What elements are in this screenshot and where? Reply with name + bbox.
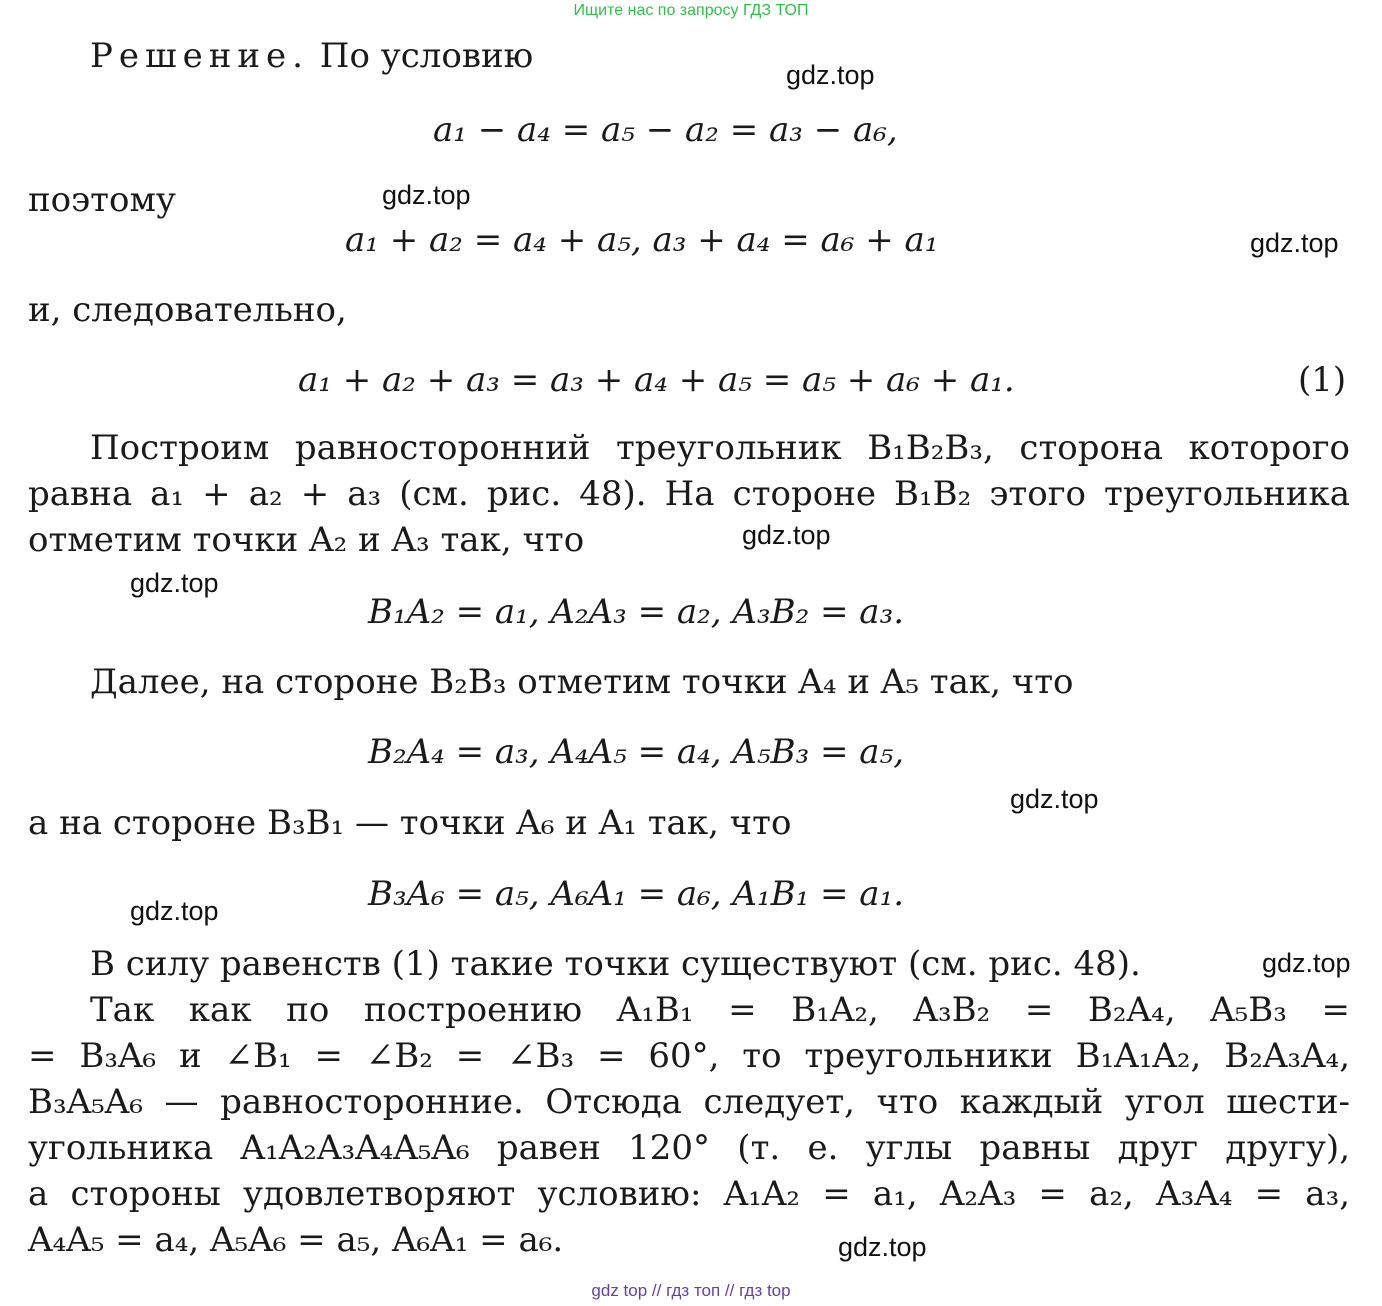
equation-3: a₁ + a₂ + a₃ = a₃ + a₄ + a₅ = a₅ + a₆ + a₁. bbox=[298, 360, 1015, 400]
watermark: gdz.top bbox=[1250, 228, 1339, 258]
watermark: gdz.top bbox=[1010, 784, 1099, 814]
watermark: gdz.top bbox=[382, 180, 471, 210]
equation-number: (1) bbox=[1298, 360, 1347, 400]
equation-5: B₂A₄ = a₃, A₄A₅ = a₄, A₅B₃ = a₅, bbox=[368, 732, 905, 772]
para1-line1: Построим равносторонний треугольник B₁B₂B₃, сторона которого bbox=[90, 428, 1350, 468]
equation-2: a₁ + a₂ = a₄ + a₅, a₃ + a₄ = a₆ + a₁ bbox=[345, 220, 939, 260]
watermark: gdz.top bbox=[742, 520, 831, 550]
para5-line4: угольника A₁A₂A₃A₄A₅A₆ равен 120° (т. е. углы равны друг другу), bbox=[28, 1128, 1350, 1168]
watermark: gdz.top bbox=[1262, 948, 1351, 978]
heading-word: Решение. bbox=[90, 36, 309, 76]
para5-line3: B₃A₅A₆ — равносторонние. Отсюда следует, что каждый угол шести- bbox=[28, 1082, 1350, 1122]
watermark: gdz.top bbox=[838, 1232, 927, 1262]
para5-line1: Так как по построению A₁B₁ = B₁A₂, A₃B₂ = B₂A₄, A₅B₃ = bbox=[90, 990, 1350, 1030]
solution-heading bbox=[90, 36, 533, 76]
equation-4: B₁A₂ = a₁, A₂A₃ = a₂, A₃B₂ = a₃. bbox=[368, 592, 905, 632]
para1-line3: отметим точки A₂ и A₃ так, что bbox=[28, 520, 585, 560]
watermark: gdz.top bbox=[786, 60, 875, 90]
para5-line5: а стороны удовлетворяют условию: A₁A₂ = a₁, A₂A₃ = a₂, A₃A₄ = a₃, bbox=[28, 1174, 1350, 1214]
footer-links: gdz top // гдз топ // гдз top bbox=[591, 1281, 791, 1300]
para1-line2: равна a₁ + a₂ + a₃ (см. рис. 48). На стороне B₁B₂ этого треугольника bbox=[28, 474, 1350, 514]
equation-6: B₃A₆ = a₅, A₆A₁ = a₆, A₁B₁ = a₁. bbox=[368, 874, 905, 914]
text-hence: и, следовательно, bbox=[28, 290, 347, 330]
watermark: gdz.top bbox=[130, 896, 219, 926]
para4: В силу равенств (1) такие точки существуют (см. рис. 48). bbox=[90, 944, 1141, 984]
watermark: gdz.top bbox=[130, 568, 219, 598]
text-therefore: поэтому bbox=[28, 180, 176, 220]
para5-line6: A₄A₅ = a₄, A₅A₆ = a₅, A₆A₁ = a₆. bbox=[28, 1220, 564, 1260]
para3: а на стороне B₃B₁ — точки A₆ и A₁ так, что bbox=[28, 803, 792, 843]
heading-rest: По условию bbox=[319, 36, 534, 76]
equation-1: a₁ − a₄ = a₅ − a₂ = a₃ − a₆, bbox=[433, 110, 898, 150]
search-banner: Ищите нас по запросу ГДЗ ТОП bbox=[573, 2, 809, 19]
para2: Далее, на стороне B₂B₃ отметим точки A₄ и A₅ так, что bbox=[90, 662, 1074, 702]
para5-line2: = B₃A₆ и ∠B₁ = ∠B₂ = ∠B₃ = 60°, то треугольники B₁A₁A₂, B₂A₃A₄, bbox=[28, 1036, 1350, 1076]
